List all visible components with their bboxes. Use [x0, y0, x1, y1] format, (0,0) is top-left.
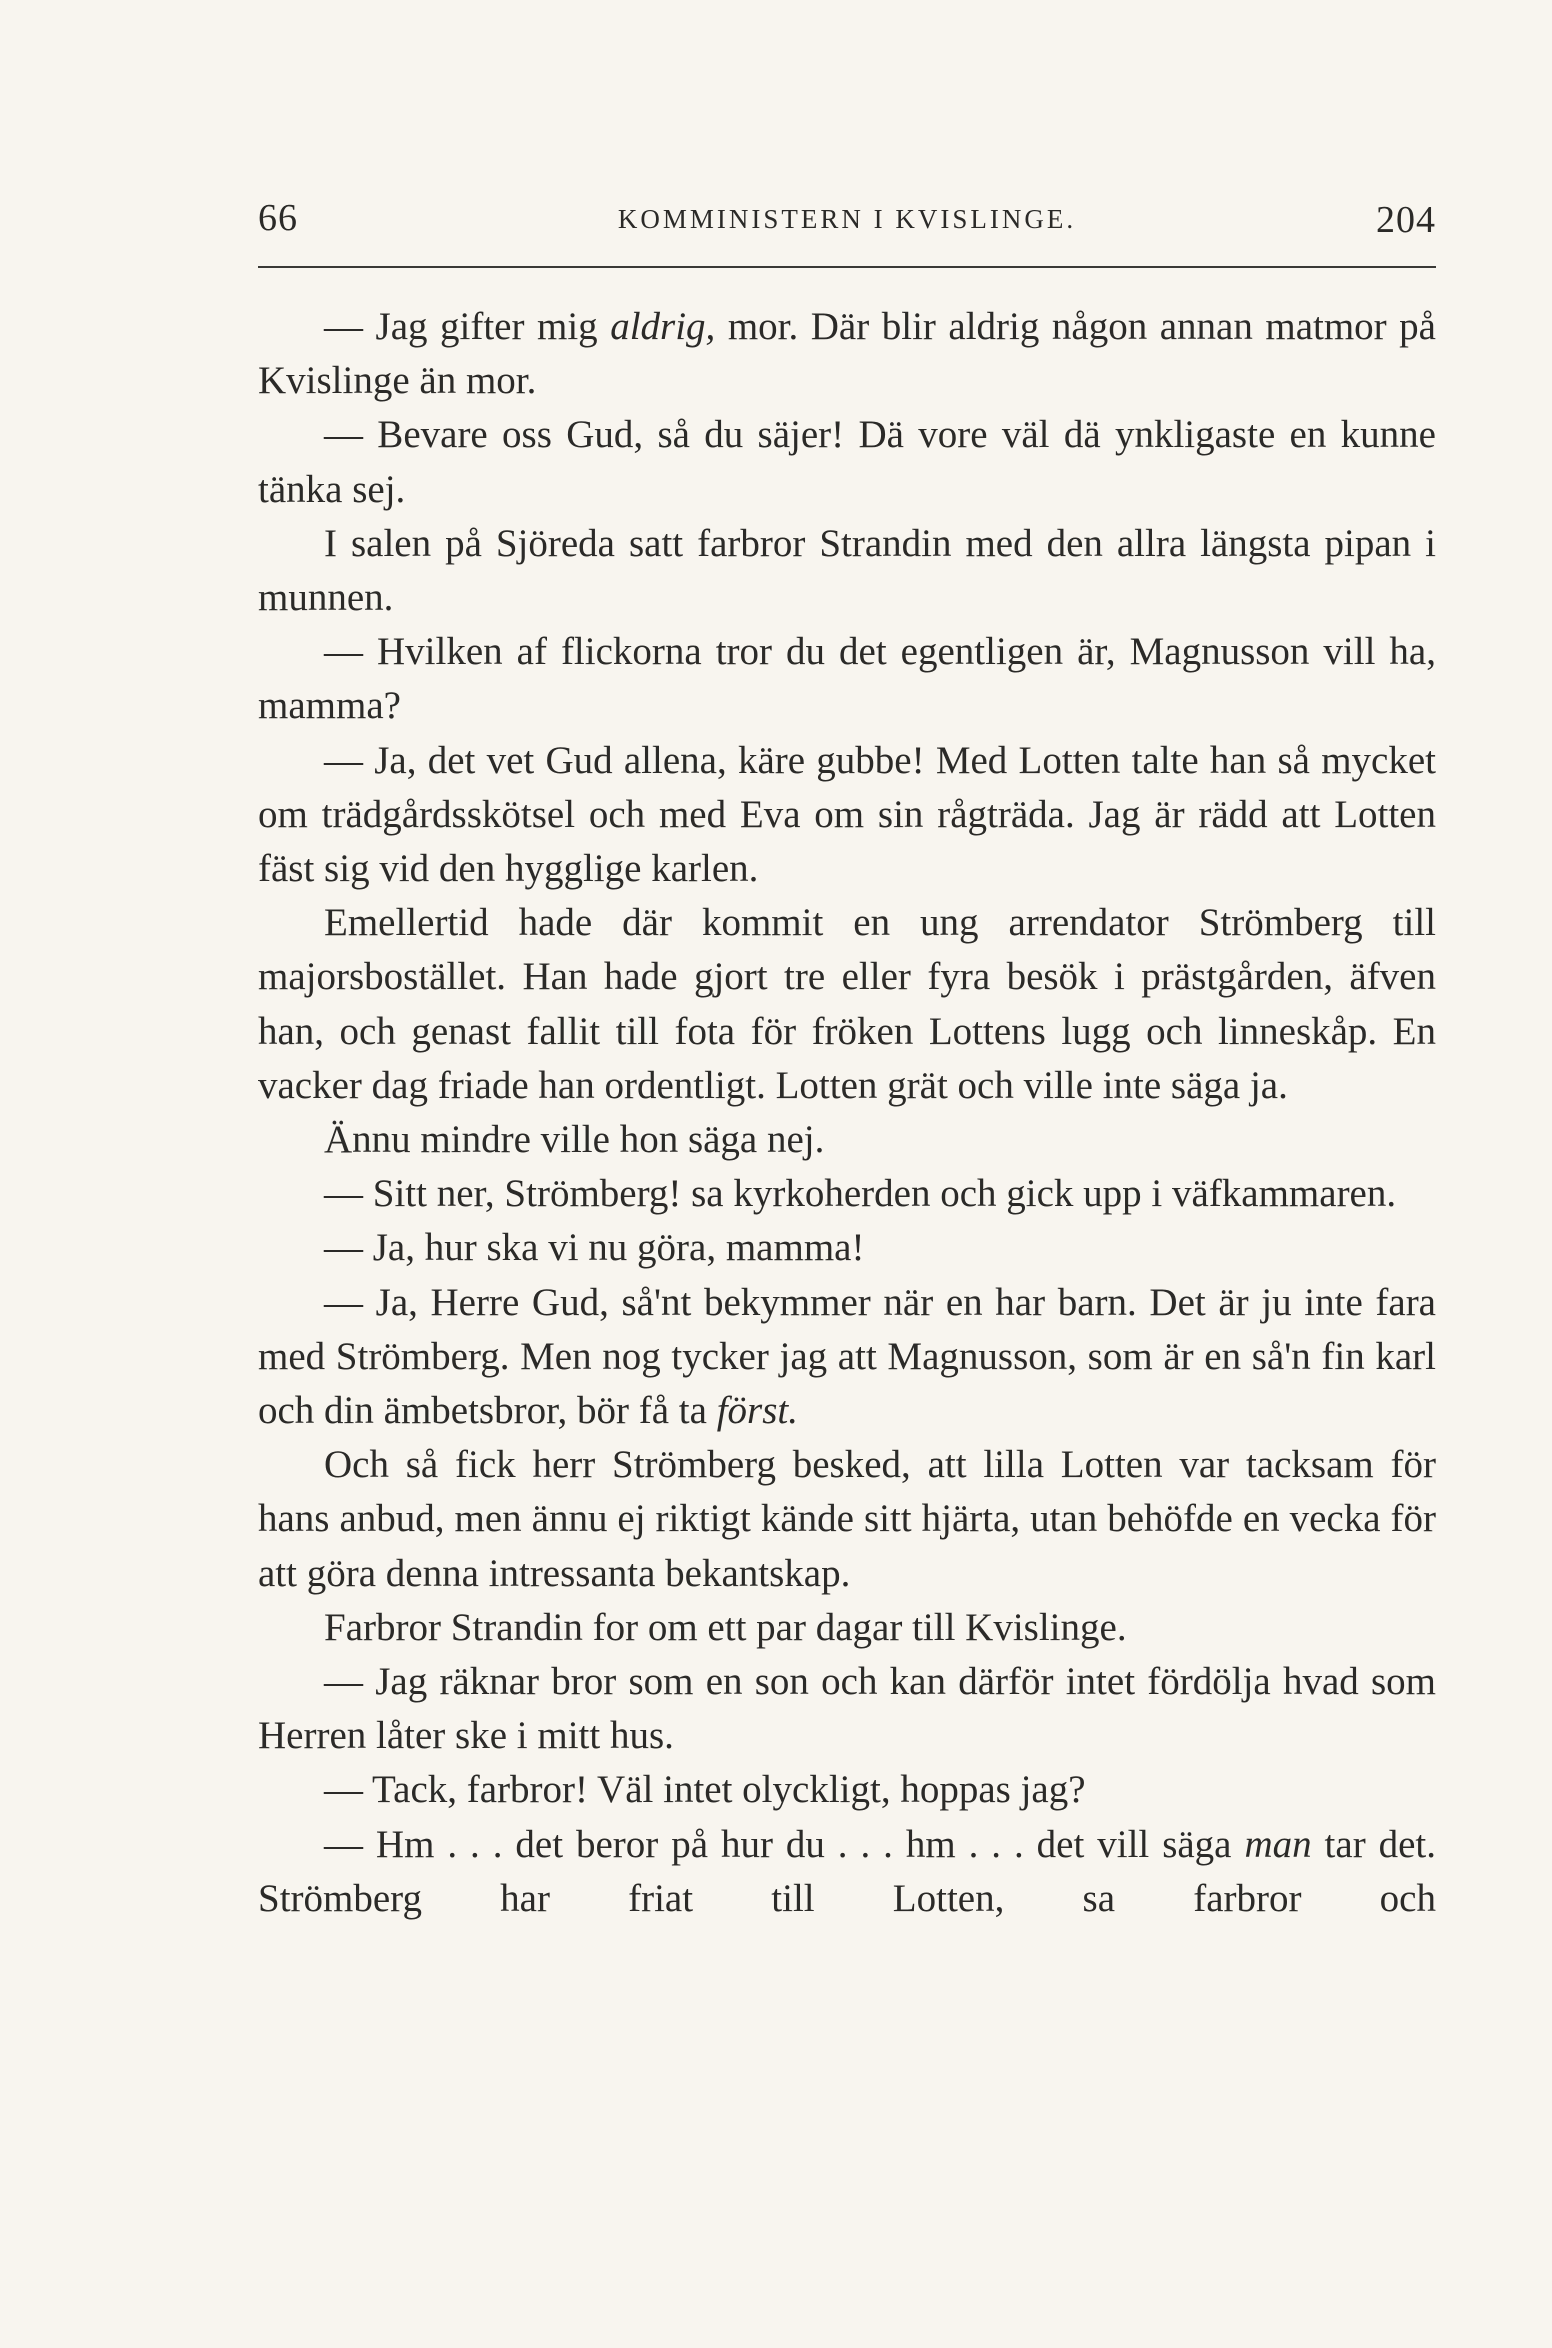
- text-segment: — Jag gifter mig: [324, 305, 611, 348]
- text-segment: — Jag räknar bror som en son och kan därför intet fördölja hvad som Herren låter ske i mitt hus.: [258, 1660, 1436, 1758]
- page-number-left: 66: [258, 197, 298, 239]
- text-segment: — Hm . . . det beror på hur du . . . hm . . . det vill säga: [324, 1822, 1245, 1866]
- text-segment: I salen på Sjöreda satt farbror Strandin med den allra längsta pipan i munnen.: [258, 521, 1436, 620]
- text-segment: — Ja, Herre Gud, så'nt bekymmer när en har barn. Det är ju inte fara med Strömberg. Men nog tycker jag att Magnusson, som är en så'n fin karl och din ämbetsbror, bör få ta: [258, 1280, 1436, 1433]
- header-rule: [258, 266, 1436, 268]
- text-segment: — Hvilken af flickorna tror du det egentligen är, Magnusson vill ha, mamma?: [258, 630, 1436, 728]
- text-segment: — Sitt ner, Strömberg! sa kyrkoherden och gick upp i väfkammaren.: [324, 1172, 1397, 1216]
- text-segment: Och så fick herr Strömberg besked, att lilla Lotten var tacksam för hans anbud, men ännu ej riktigt kände sitt hjärta, utan behöfde en vecka för att göra denna intressanta bekantskap.: [258, 1443, 1436, 1595]
- paragraph: [258, 1818, 1436, 1926]
- paragraph: [258, 517, 1436, 625]
- text-segment: Emellertid hade där kommit en ung arrendator Strömberg till majorsbostället. Han hade gjort tre eller fyra besök i prästgården, äfven han, och genast fallit till fota för fröken Lottens lugg och linneskåp. En vacker dag friade han ordentligt. Lotten grät och ville inte säga ja.: [258, 901, 1436, 1107]
- paragraph: [258, 1276, 1436, 1439]
- paragraph: [258, 1221, 1436, 1275]
- text-segment: — Tack, farbror! Väl intet olyckligt, hoppas jag?: [324, 1768, 1086, 1812]
- text-segment: Ännu mindre ville hon säga nej.: [324, 1118, 825, 1162]
- paragraph: [258, 896, 1436, 1113]
- italic-word: man: [1244, 1822, 1312, 1866]
- italic-word: först.: [716, 1389, 798, 1433]
- paragraph: [258, 1438, 1436, 1601]
- page-number-right: 204: [1376, 199, 1436, 241]
- running-head: [258, 196, 1436, 256]
- text-segment: — Ja, det vet Gud allena, käre gubbe! Med Lotten talte han så mycket om trädgårdsskötsel och med Eva om sin rågträda. Jag är rädd att Lotten fäst sig vid den hygglige karlen.: [258, 738, 1436, 891]
- running-title: KOMMINISTERN I KVISLINGE.: [617, 204, 1077, 234]
- paragraph: [258, 625, 1436, 733]
- paragraph: [258, 300, 1436, 408]
- paragraph: [258, 1655, 1436, 1763]
- text-segment: tar det. Strömberg har friat till Lotten, sa farbror och: [258, 1822, 1437, 1920]
- text-segment: Farbror Strandin for om ett par dagar till Kvislinge.: [324, 1605, 1127, 1649]
- paragraph: [258, 734, 1436, 897]
- italic-word: aldrig,: [610, 305, 716, 348]
- paragraph: [258, 1763, 1436, 1817]
- text-segment: mor. Där blir aldrig någon annan matmor på Kvislinge än mor.: [258, 305, 1436, 403]
- paragraph: [258, 1167, 1436, 1221]
- paragraph: [258, 408, 1436, 516]
- text-segment: — Bevare oss Gud, så du säjer! Dä vore väl dä ynkligaste en kunne tänka sej.: [258, 413, 1436, 511]
- paragraph: [258, 1601, 1436, 1655]
- paragraph: [258, 1113, 1436, 1167]
- body-text: [258, 300, 1436, 1926]
- text-segment: — Ja, hur ska vi nu göra, mamma!: [324, 1226, 865, 1270]
